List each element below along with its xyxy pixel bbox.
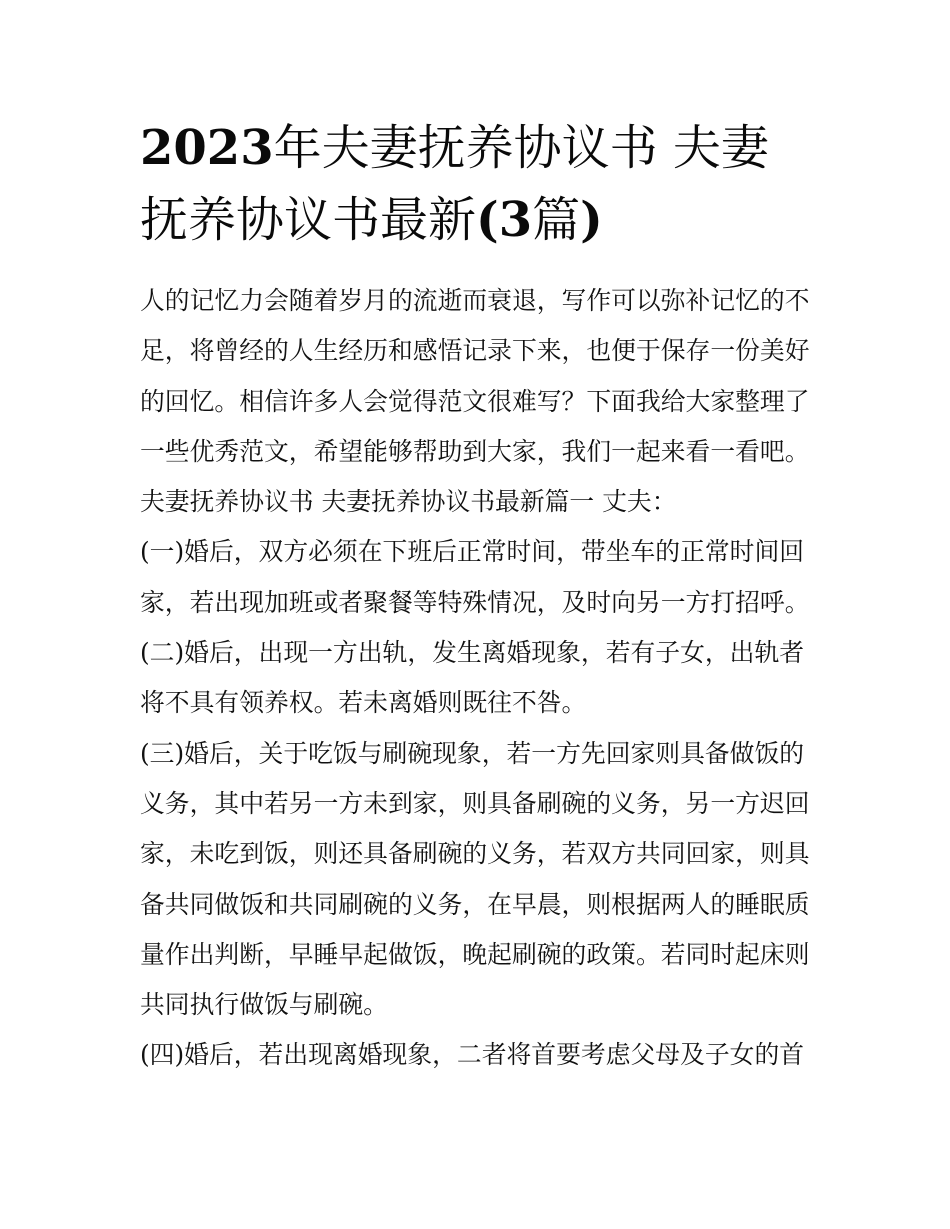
clause-4-line: (四)婚后，若出现离婚现象，二者将首要考虑父母及子女的首 (140, 1040, 805, 1070)
clause-3-line: 义务，其中若另一方未到家，则具备刷碗的义务，另一方迟回 (140, 788, 810, 818)
body-line: 一些优秀范文，希望能够帮助到大家，我们一起来看一看吧。 (140, 436, 810, 466)
clause-1-line: 家，若出现加班或者聚餐等特殊情况，及时向另一方打招呼。 (140, 587, 810, 617)
clause-1-line: (一)婚后，双方必须在下班后正常时间，带坐车的正常时间回 (140, 537, 805, 567)
clause-3-line: (三)婚后，关于吃饭与刷碗现象，若一方先回家则具备做饭的 (140, 738, 805, 768)
document-title (140, 112, 820, 256)
clause-2-line: (二)婚后，出现一方出轨，发生离婚现象，若有子女，出轨者 (140, 638, 805, 668)
clause-2-line: 将不具有领养权。若未离婚则既往不咎。 (140, 688, 587, 718)
body-line: 足，将曾经的人生经历和感悟记录下来，也便于保存一份美好 (140, 336, 810, 366)
document-body (140, 276, 812, 1081)
clause-3-line: 备共同做饭和共同刷碗的义务，在早晨，则根据两人的睡眠质 (140, 889, 810, 919)
clause-3-line: 家，未吃到饭，则还具备刷碗的义务，若双方共同回家，则具 (140, 839, 810, 869)
title-line-2: 抚养协议书最新(3篇) (140, 192, 603, 248)
clause-3-line: 共同执行做饭与刷碗。 (140, 990, 388, 1020)
body-line: 的回忆。相信许多人会觉得范文很难写？下面我给大家整理了 (140, 386, 810, 416)
title-line-1: 2023年夫妻抚养协议书 夫妻 (140, 120, 769, 176)
section-heading-line: 夫妻抚养协议书 夫妻抚养协议书最新篇一 丈夫： (140, 487, 677, 517)
clause-3-line: 量作出判断，早睡早起做饭，晚起刷碗的政策。若同时起床则 (140, 939, 810, 969)
body-line: 人的记忆力会随着岁月的流逝而衰退，写作可以弥补记忆的不 (140, 286, 810, 315)
